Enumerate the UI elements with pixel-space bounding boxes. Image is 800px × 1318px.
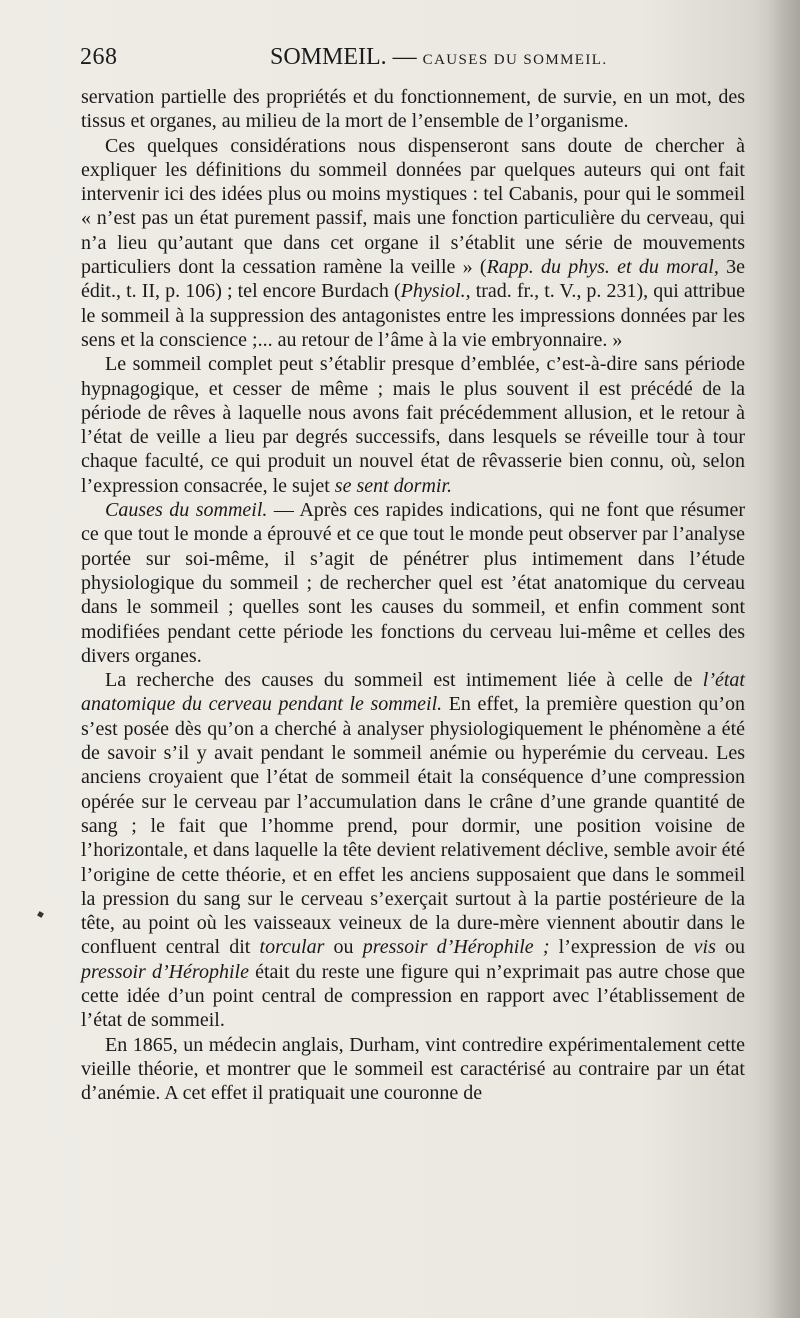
text-run: ou [715, 936, 746, 959]
chapter-title [270, 44, 607, 71]
emphasis-text: pressoir d’Hérophile [81, 960, 249, 983]
running-head [80, 44, 752, 84]
emphasis-text: torcular [259, 936, 325, 959]
text-run: En effet, la première question qu’on s’est posée dès qu’on a cherché à analyser physiologiquement le phénomène a été de savoir s’il y avait pendant le sommeil anémie ou hyperémie du cerveau. Les anciens croyaient que l’état de sommeil était la conséquence d’une compression opérée sur le cerveau par l’accumulation dans le crâne d’une grande quantité de sang ; le fait que l’homme prend, pour dormir, une position voisine de l’horizontale, et dans laquelle la tête devient relativement déclive, semble avoir été l’origine de cette théorie, et en effet les anciens supposaient que dans le sommeil la pression du sang sur le cerveau s’exerçait surtout à la partie postérieure de la tête, au point où les vaisseaux veineux de la dure-mère viennent aboutir dans le confluent central dit [81, 693, 745, 959]
text-run: 3e édit., t. II, p. 106) ; tel encore Burdach ( [81, 256, 745, 303]
paragraph-continuation [81, 85, 745, 134]
citation-title: Rapp. du phys. et du moral, [486, 256, 719, 279]
emphasis-text: pressoir d’Hérophile ; [362, 936, 550, 959]
chapter-title-main: SOMMEIL. — [270, 44, 423, 70]
emphasis-text: l’état anatomique du cerveau pendant le sommeil. [81, 669, 745, 716]
print-speck [37, 911, 44, 918]
paragraph-causes-heading [81, 498, 745, 668]
citation-title: Physiol., [400, 280, 471, 303]
text-run: — Après ces rapides indications, qui ne font que résumer ce que tout le monde a éprouvé et ce que tout le monde peut observer par l’analyse portée sur soi-même, il s’agit de pénétrer plus intimement dans l’étude physiologique du sommeil ; de rechercher quel est ’état anatomique du cerveau dans le sommeil ; quelles sont les causes du sommeil, et enfin comment sont modifiées pendant cette période les fonctions du cerveau lui-même et celles des divers organes. [81, 499, 746, 667]
text-run: Ces quelques considérations nous dispenseront sans doute de chercher à expliquer les définitions du sommeil données par quelques auteurs qui ont fait intervenir ici des idées plus ou moins mystiques : tel Cabanis, pour qui le sommeil « n’est pas un état purement passif, mais une fonction particulière du cerveau, qui n’a lieu qu’autant que dans cet organe il s’établit une série de mouvements particuliers dont la cessation ramène la veille » ( [81, 134, 745, 279]
page-number: 268 [80, 44, 118, 70]
paragraph-sleep-onset [81, 352, 745, 498]
paragraph-durham [81, 1033, 745, 1106]
text-run: En 1865, un médecin anglais, Durham, vint contredire expérimentalement cette vieille théorie, et montrer que le sommeil est caractérisé au contraire par un état d’anémie. A cet effet il pratiquait une couronne de [81, 1033, 745, 1105]
section-title: CAUSES DU SOMMEIL. [422, 52, 608, 68]
emphasis-text: se sent dormir. [334, 474, 453, 497]
paragraph-definitions [81, 134, 745, 353]
body-text [81, 85, 745, 1105]
emphasis-text: vis [693, 936, 716, 959]
text-run: La recherche des causes du sommeil est intimement liée à celle de [105, 669, 703, 692]
text-run: ou [324, 936, 363, 959]
paragraph-anatomy [81, 668, 745, 1032]
text-run: servation partielle des propriétés et du fonctionnement, de survie, en un mot, des tissus et organes, au milieu de la mort de l’ensemble de l’organisme. [81, 86, 745, 133]
section-heading: Causes du sommeil. [105, 499, 268, 522]
text-run: Le sommeil complet peut s’établir presque d’emblée, c’est-à-dire sans période hypnagogique, et cesser de même ; mais le plus souvent il est précédé de la période de rêves à laquelle nous avons fait précédemment allusion, et le retour à l’état de veille a lieu par degrés successifs, dans lesquels se réveille tour à tour chaque faculté, ce qui produit un nouvel état de rêvasserie bien connu, où, selon l’expression consacrée, le sujet [81, 353, 745, 497]
text-run: trad. fr., t. V., p. 231), qui attribue le sommeil à la suppression des antagonistes entre les impressions données par les sens et la conscience ;... au retour de l’âme à la vie embryonnaire. » [81, 280, 746, 351]
text-run: l’expression de [549, 936, 694, 959]
text-run: était du reste une figure qui n’exprimait pas autre chose que cette idée d’un point central de compression en rapport avec l’établissement de l’état de sommeil. [81, 960, 745, 1032]
